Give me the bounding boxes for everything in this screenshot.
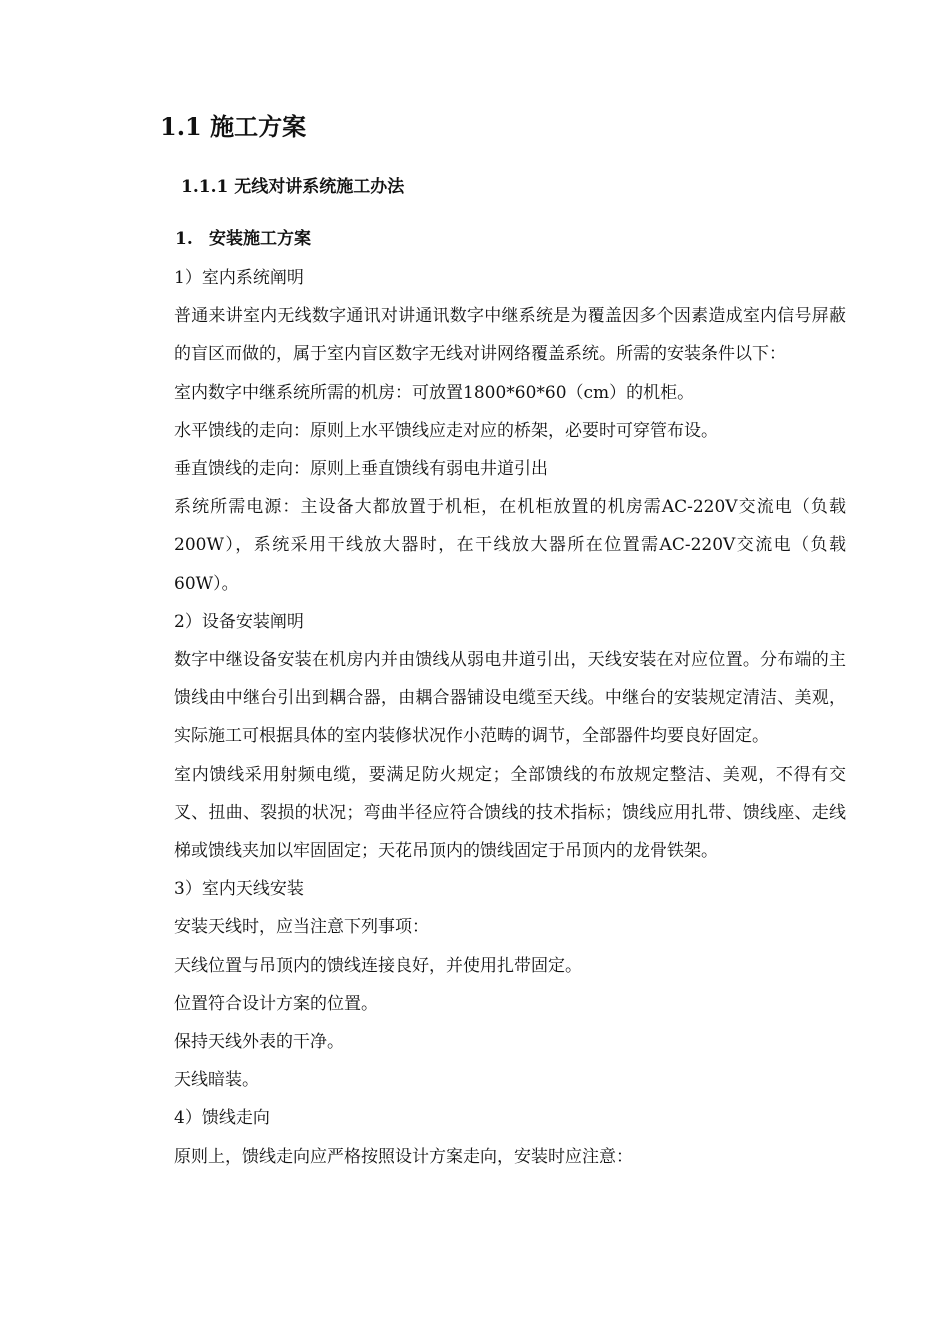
paragraph: 室内数字中继系统所需的机房：可放置1800*60*60（cm）的机柜。 <box>174 382 695 403</box>
paragraph: 普通来讲室内无线数字通讯对讲通讯数字中继系统是为覆盖因多个因素造成室内信号屏蔽的盲区而做的，属于室内盲区数字无线对讲网络覆盖系统。所需的安装条件以下： <box>174 306 846 365</box>
list-item-title: 4）馈线走向 <box>174 1108 270 1129</box>
heading-number: 1. <box>175 229 193 249</box>
paragraph: 室内馈线采用射频电缆，要满足防火规定；全部馈线的布放规定整洁、美观，不得有交叉、扭曲、裂损的状况；弯曲半径应符合馈线的技术指标；馈线应用扎带、馈线座、走线梯或馈线夹加以牢固固定；天花吊顶内的馈线固定于吊顶内的龙骨铁架。 <box>174 764 846 862</box>
body-text <box>136 259 846 1176</box>
list-item-title: 1）室内系统阐明 <box>174 268 304 288</box>
subsection-heading: 1.1.1 无线对讲系统施工办法 <box>181 177 405 197</box>
paragraph: 位置符合设计方案的位置。 <box>174 993 378 1014</box>
paragraph: 保持天线外表的干净。 <box>174 1032 344 1053</box>
section-heading: 1.1 施工方案 <box>160 112 307 141</box>
heading-text: 安装施工方案 <box>209 229 311 249</box>
list-item-title: 3）室内天线安装 <box>174 879 304 900</box>
paragraph: 数字中继设备安装在机房内并由馈线从弱电井道引出，天线安装在对应位置。分布端的主馈线由中继台引出到耦合器，由耦合器铺设电缆至天线。中继台的安装规定清洁、美观，实际施工可根据具体的室内装修状况作小范畴的调节，全部器件均要良好固定。 <box>174 650 846 747</box>
paragraph: 安装天线时，应当注意下列事项： <box>174 917 429 938</box>
paragraph: 垂直馈线的走向：原则上垂直馈线有弱电井道引出 <box>174 459 548 480</box>
paragraph: 天线暗装。 <box>174 1070 259 1091</box>
paragraph: 天线位置与吊顶内的馈线连接良好，并使用扎带固定。 <box>174 955 582 976</box>
paragraph: 水平馈线的走向：原则上水平馈线应走对应的桥架，必要时可穿管布设。 <box>174 420 718 441</box>
list-item-title: 2）设备安装阐明 <box>174 611 304 632</box>
paragraph: 原则上，馈线走向应严格按照设计方案走向，安装时应注意： <box>174 1146 633 1167</box>
paragraph: 系统所需电源：主设备大都放置于机柜，在机柜放置的机房需AC-220V交流电（负载200W），系统采用干线放大器时，在干线放大器所在位置需AC-220V交流电（负载60W）。 <box>174 497 846 594</box>
subsubsection-heading <box>175 225 311 253</box>
